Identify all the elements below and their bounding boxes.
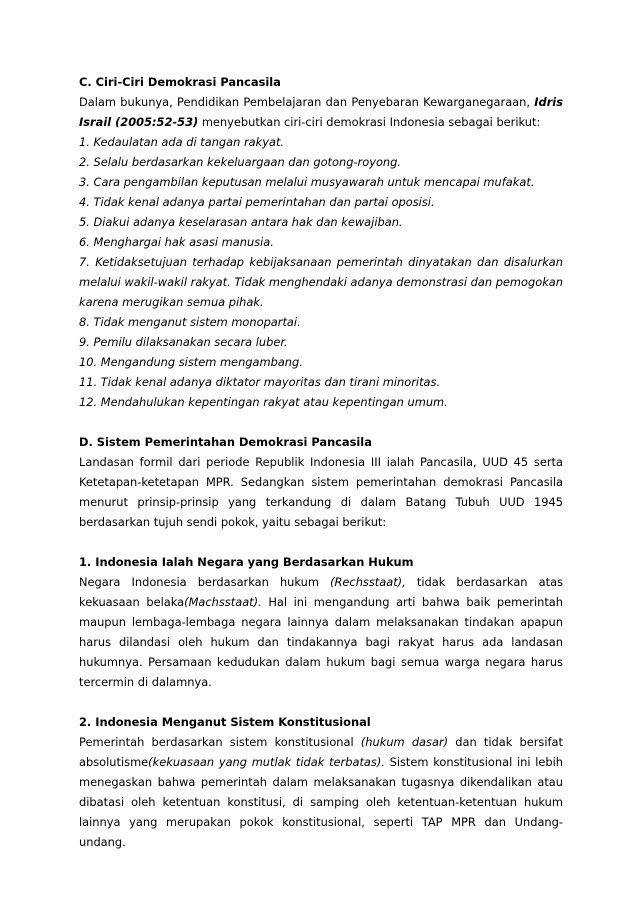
list-item: 10. Mengandung sistem mengambang.: [79, 355, 303, 369]
list-item: 3. Cara pengambilan keputusan melalui musyawarah untuk mencapai mufakat.: [79, 175, 535, 189]
term-hukum-dasar: (hukum dasar): [360, 735, 449, 749]
term-machsstaat: (Machsstaat).: [184, 595, 262, 609]
document-page: [79, 72, 563, 852]
point-1-paragraph: Negara Indonesia berdasarkan hukum (Rechsstaat), tidak berdasarkan atas kekuasaan belaka(Machsstaat). Hal ini mengandung arti bahwa baik pemerintah maupun lembaga-lembaga negara lainnya dalam melaksanakan tindakan apapun harus dilandasi oleh hukum dan tindakannya bagi rakyat harus ada landasan hukumnya. Persamaan kedudukan dalam hukum bagi semua warga negara harus tercermin di dalamnya.: [79, 575, 564, 689]
list-item: 8. Tidak menganut sistem monopartai.: [79, 315, 301, 329]
term-rechsstaat: (Rechsstaat),: [330, 575, 406, 589]
list-item: 2. Selalu berdasarkan kekeluargaan dan gotong-royong.: [79, 155, 401, 169]
list-item: 11. Tidak kenal adanya diktator mayoritas dan tirani minoritas.: [79, 375, 441, 389]
list-item: 5. Diakui adanya keselarasan antara hak dan kewajiban.: [79, 215, 403, 229]
ciri-list: [79, 132, 563, 412]
author-citation: Idris Israil (2005:52-53): [79, 95, 563, 129]
list-item: 12. Mendahulukan kepentingan rakyat atau kepentingan umum.: [79, 395, 448, 409]
spacer: [79, 692, 563, 712]
list-item: 9. Pemilu dilaksanakan secara luber.: [79, 335, 288, 349]
section-d-heading: D. Sistem Pemerintahan Demokrasi Pancasila: [79, 435, 372, 449]
section-c-heading: C. Ciri-Ciri Demokrasi Pancasila: [79, 75, 281, 89]
spacer: [79, 532, 563, 552]
section-c-intro: Dalam bukunya, Pendidikan Pembelajaran dan Penyebaran Kewarganegaraan, Idris Israil (2005:52-53) menyebutkan ciri-ciri demokrasi Indonesia sebagai berikut:: [79, 95, 563, 129]
section-d-paragraph: Landasan formil dari periode Republik Indonesia III ialah Pancasila, UUD 45 serta Ketetapan-ketetapan MPR. Sedangkan sistem pemerintahan demokrasi Pancasila menurut prinsip-prinsip yang terkandung di dalam Batang Tubuh UUD 1945 berdasarkan tujuh sendi pokok, yaitu sebagai berikut:: [79, 455, 563, 529]
term-kekuasaan: (kekuasaan yang mutlak tidak terbatas).: [148, 755, 385, 769]
point-2-paragraph: Pemerintah berdasarkan sistem konstitusional (hukum dasar) dan tidak bersifat absolutisme(kekuasaan yang mutlak tidak terbatas). Sistem konstitusional ini lebih menegaskan bahwa pemerintah dalam melaksanakan tugasnya dikendalikan atau dibatasi oleh ketentuan konstitusi, di samping oleh ketentuan-ketentuan hukum lainnya yang merupakan pokok konstitusional, seperti TAP MPR dan Undang-undang.: [79, 735, 563, 849]
point-2-heading: 2. Indonesia Menganut Sistem Konstitusional: [79, 715, 371, 729]
list-item: 1. Kedaulatan ada di tangan rakyat.: [79, 135, 285, 149]
spacer: [79, 412, 563, 432]
list-item: 7. Ketidaksetujuan terhadap kebijaksanaan pemerintah dinyatakan dan disalurkan melalui wakil-wakil rakyat. Tidak menghendaki adanya demonstrasi dan pemogokan karena merugikan semua pihak.: [79, 255, 563, 309]
list-item: 6. Menghargai hak asasi manusia.: [79, 235, 274, 249]
list-item: 4. Tidak kenal adanya partai pemerintahan dan partai oposisi.: [79, 195, 435, 209]
point-1-heading: 1. Indonesia Ialah Negara yang Berdasarkan Hukum: [79, 555, 414, 569]
